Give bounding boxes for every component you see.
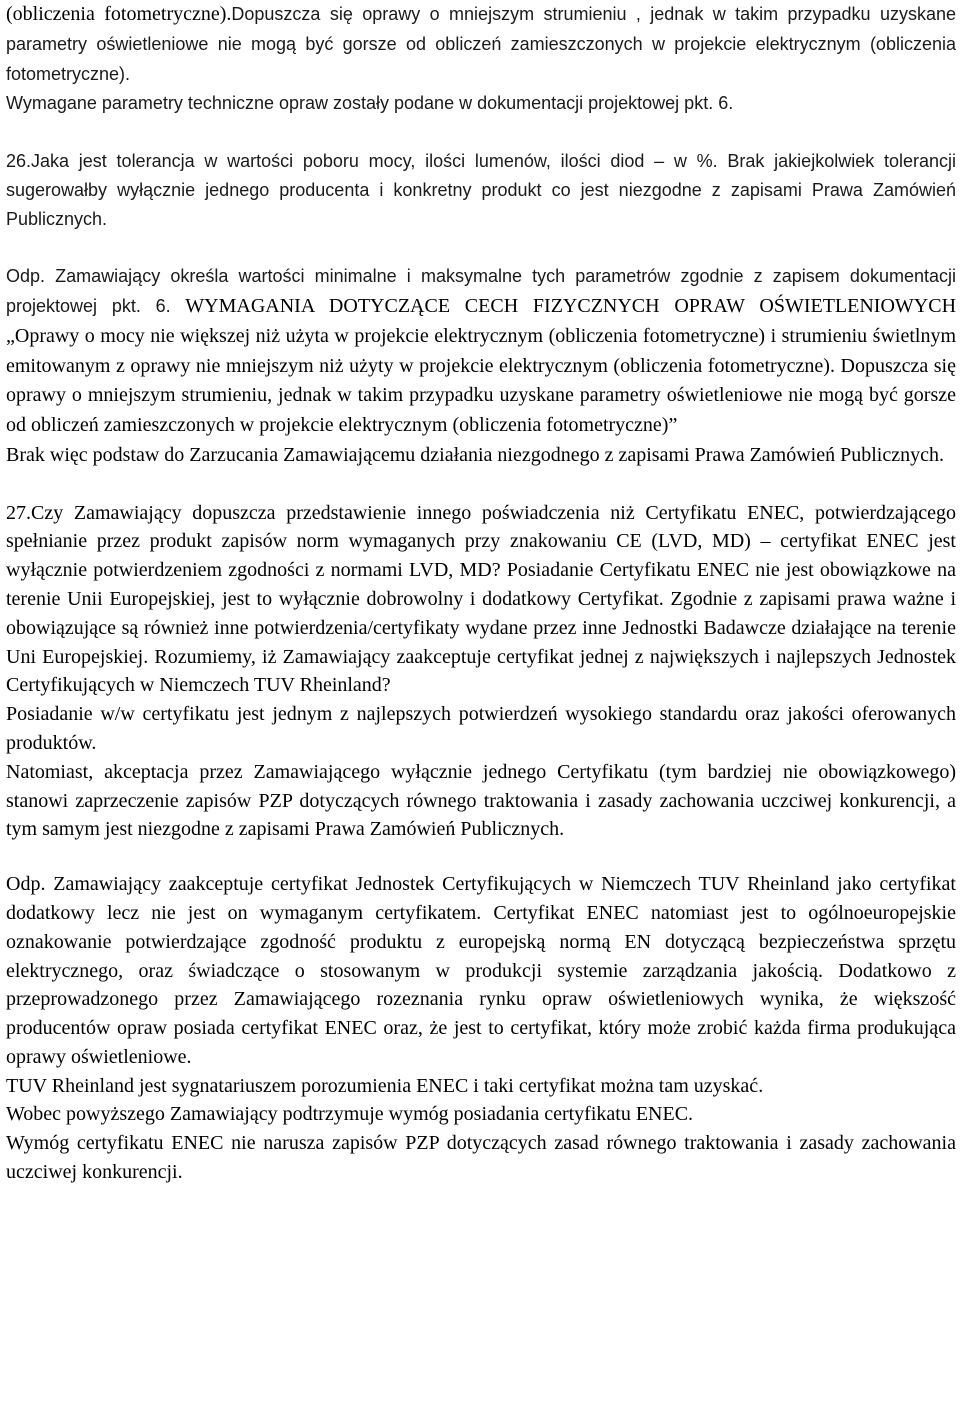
answer-27: Odp. Zamawiający zaakceptuje certyfikat Jednostek Certyfikujących w Niemczech TUV Rheinland jako certyfikat dodatkowy lecz nie jest on wymaganym certyfikatem. Certyfikat ENEC natomiast jest to ogólnoeuropejskie oznakowanie potwierdzające zgodność produktu z europejską normą EN dotyczącą bezpieczeństwa sprzętu elektrycznego, oraz świadczące o stosowanym w produkcji systemie zarządzania jakością. Dodatkowo z przeprowadzonego przez Zamawiającego rozeznania rynku opraw oświetleniowych wynika, że większość producentów opraw posiada certyfikat ENEC oraz, że jest to certyfikat, który może zrobić każda firma produkująca oprawy oświetleniowe. [6, 873, 956, 1068]
answer-26 [6, 262, 956, 441]
answer-27-final: Wymóg certyfikatu ENEC nie narusza zapisów PZP dotyczących zasad równego traktowania i zasady zachowania uczciwej konkurencji. [6, 1132, 956, 1184]
question-27-certificate-note: Posiadanie w/w certyfikatu jest jednym z najlepszych potwierdzeń wysokiego standardu oraz jakości oferowanych produktów. [6, 703, 956, 754]
paragraph-required-parameters: Wymagane parametry techniczne opraw zostały podane w dokumentacji projektowej pkt. 6. [6, 93, 734, 114]
answer-26-conclusion: Brak więc podstaw do Zarzucania Zamawiającemu działania niezgodnego z zapisami Prawa Zamówień Publicznych. [6, 443, 944, 466]
answer-27-tuv-note: TUV Rheinland jest sygnatariuszem porozumienia ENEC i taki certyfikat można tam uzyskać. [6, 1074, 764, 1097]
spacer [6, 844, 956, 870]
question-26: 26.Jaka jest tolerancja w wartości poboru mocy, ilości lumenów, ilości diod – w %. Brak jakiejkolwiek tolerancji sugerowałby wyłącznie jednego producenta i konkretny produkt co jest niezgodne z zapisami Prawa Zamówień Publicznych. [6, 150, 956, 229]
question-27: 27.Czy Zamawiający dopuszcza przedstawienie innego poświadczenia niż Certyfikatu ENEC, potwierdzającego spełnianie przez produkt zapisów norm wymaganych przy znakowaniu CE (LVD, MD) – certyfikat ENEC jest wyłącznie potwierdzeniem zgodności z normami LVD, MD? Posiadanie Certyfikatu ENEC nie jest obowiązkowe na terenie Unii Europejskiej, jest to wyłącznie dobrowolny i dodatkowy Certyfikat. Zgodnie z zapisami prawa ważne i obowiązujące są również inne potwierdzenia/certyfikaty wydane przez inne Jednostki Badawcze działające na terenie Uni Europejskiej. Rozumiemy, iż Zamawiający zaakceptuje certyfikat jednej z największych i najlepszych Jednostek Certyfikujących w Niemczech TUV Rheinland? [6, 501, 956, 697]
spacer [6, 233, 956, 262]
answer-26-serif: WYMAGANIA DOTYCZĄCE CECH FIZYCZNYCH OPRAW OŚWIETLENIOWYCH „Oprawy o mocy nie większej niż użyta w projekcie elektrycznym (obliczenia fotometryczne) i strumieniu świetlnym emitowanym z oprawy nie mniejszym niż użyty w projekcie elektrycznym (obliczenia fotometryczne). Dopuszcza się oprawy o mniejszym strumieniu, jednak w takim przypadku uzyskane parametry oświetleniowe nie mogą być gorsze od obliczeń zamieszczonych w projekcie elektrycznym (obliczenia fotometryczne)” [6, 294, 957, 437]
continuation-text: (obliczenia fotometryczne). [6, 3, 232, 25]
answer-26-sans: Odp. Zamawiający określa wartości minimalne i maksymalne tych parametrów zgodnie z zapisem dokumentacji projektowej pkt. 6. [6, 266, 956, 316]
continuation-text-sans: Dopuszcza się oprawy o mniejszym strumieniu , jednak w takim przypadku uzyskane parametry oświetleniowe nie mogą być gorsze od obliczeń zamieszczonych w projekcie elektrycznym (obliczenia fotometryczne). [6, 4, 956, 84]
document-page [6, 0, 956, 1187]
answer-27-requirement: Wobec powyższego Zamawiający podtrzymuje wymóg posiadania certyfikatu ENEC. [6, 1103, 694, 1126]
paragraph-continuation [6, 0, 956, 89]
spacer [6, 118, 956, 147]
spacer [6, 470, 956, 499]
question-27-acceptance-note: Natomiast, akceptacja przez Zamawiającego wyłącznie jednego Certyfikatu (tym bardziej nie obowiązkowego) stanowi zaprzeczenie zapisów PZP dotyczących równego traktowania i zasady zachowania uczciwej konkurencji, a tym samym jest niezgodne z zapisami Prawa Zamówień Publicznych. [6, 760, 956, 841]
